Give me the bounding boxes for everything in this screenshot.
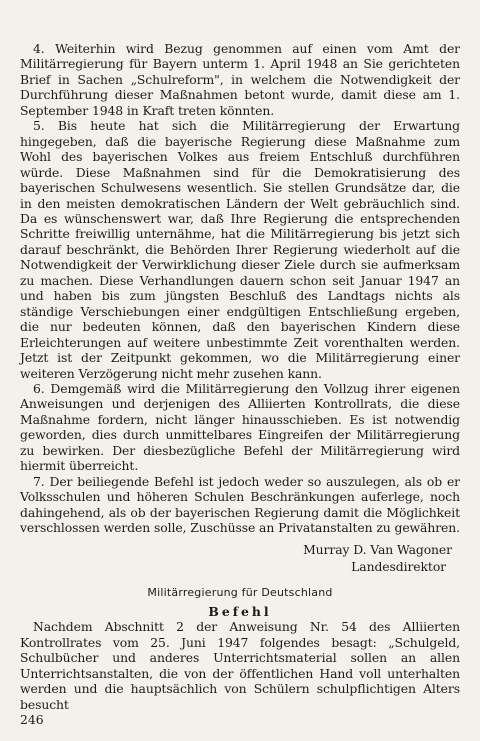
signatory-name: Murray D. Van Wagoner xyxy=(303,541,452,557)
section-heading: Militärregierung für Deutschland xyxy=(147,585,333,599)
document-body xyxy=(20,41,460,712)
page-number: 246 xyxy=(20,712,44,727)
signatory-role: Landesdirektor xyxy=(351,558,446,574)
order-paragraph: Nachdem Abschnitt 2 der Anweisung Nr. 54 des Alliierten Kontrollrates vom 25. Juni 1947 folgendes besagt: „Schulgeld, Schulbücher und anderes Unterrichtsmaterial sollen an allen Unterrichtsanstalten, die von der öffentlichen Hand voll unterhalten werden und die hauptsächlich von Schülern schulpflichtigen Alters besucht xyxy=(20,619,460,712)
paragraph-4: 4. Weiterhin wird Bezug genommen auf einen vom Amt der Militärregierung für Bayern unterm 1. April 1948 an Sie gerichteten Brief in Sachen „Schulreform", in welchem die Notwendigkeit der Durchführung dieser Maßnahmen betont wurde, damit diese am 1. September 1948 in Kraft treten könnten. xyxy=(20,41,460,118)
paragraph-5: 5. Bis heute hat sich die Militärregierung der Erwartung hingegeben, daß die bayerische Regierung diese Maßnahme zum Wohl des bayerischen Volkes aus freiem Entschluß durchführen würde. Diese Maßnahmen sind für die Demokratisierung des bayerischen Schulwesens wesentlich. Sie stellen Grundsätze dar, die in den meisten demokratischen Ländern der Welt gebräuchlich sind. Da es wünschenswert war, daß Ihre Regierung die entsprechenden Schritte freiwillig unternähme, hat die Militärregierung bis jetzt sich darauf beschränkt, die Behörden Ihrer Regierung wiederholt auf die Notwendigkeit der Verwirklichung dieser Ziele durch sie aufmerksam zu machen. Diese Verhandlungen dauern schon seit Januar 1947 an und haben bis zum jüngsten Beschluß des Landtags nichts als ständige Verschiebungen einer endgültigen Entschließung ergeben, die nur bedeuten können, daß den bayerischen Kindern diese Erleichterungen auf weitere unbestimmte Zeit vorenthalten werden. Jetzt ist der Zeitpunkt gekommen, wo die Militärregierung einer weiteren Verzögerung nicht mehr zusehen kann. xyxy=(20,118,460,381)
paragraph-6: 6. Demgemäß wird die Militärregierung den Vollzug ihrer eigenen Anweisungen und derjenigen des Alliierten Kontrollrats, die diese Maßnahme fordern, nicht länger hinausschieben. Es ist notwendig geworden, dies durch unmittelbares Eingreifen der Militärregierung zu bewirken. Der diesbezügliche Befehl der Militärregierung wird hiermit überreicht. xyxy=(20,380,460,474)
paragraph-7: 7. Der beiliegende Befehl ist jedoch weder so auszulegen, als ob er Volksschulen und höheren Schulen Beschränkungen auferlege, noch dahingehend, als ob der bayerischen Regierung damit die Möglichkeit verschlossen werden solle, Zuschüsse an Privatanstalten zu gewähren. xyxy=(20,473,461,536)
section-title: Befehl xyxy=(208,603,272,619)
signature-block xyxy=(20,541,460,575)
